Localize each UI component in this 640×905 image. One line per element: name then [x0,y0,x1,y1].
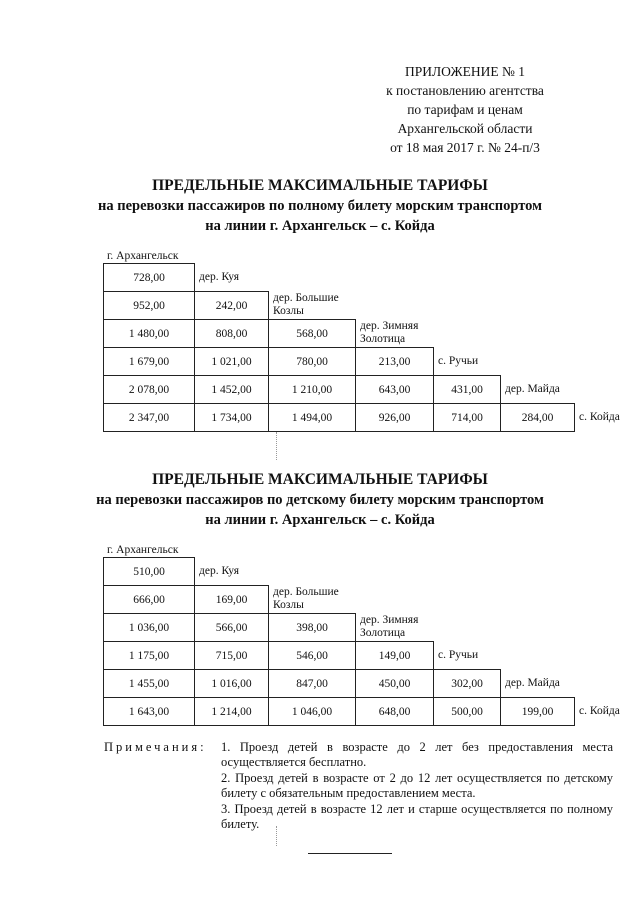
tariff-title-full [0,176,640,236]
fare-cell: 728,00 [103,263,195,292]
fare-cell: 847,00 [268,669,356,698]
fare-cell: 149,00 [355,641,434,670]
fare-cell: 566,00 [194,613,269,642]
appendix-number: ПРИЛОЖЕНИЕ № 1 [404,64,526,79]
stop-label: дер. Майда [505,383,560,395]
stop-label: с. Койда [579,411,620,423]
fare-cell: 169,00 [194,585,269,614]
fare-cell: 568,00 [268,319,356,348]
stop-label: дер. Куя [199,565,240,577]
fare-cell: 284,00 [500,403,575,432]
stop-label: с. Ручьи [438,649,479,661]
fare-cell: 643,00 [355,375,434,404]
fare-cell: 714,00 [433,403,501,432]
stop-label: дер. Зимняя Золотица [360,320,419,345]
fare-cell: 500,00 [433,697,501,726]
fare-cell: 926,00 [355,403,434,432]
fare-cell: 648,00 [355,697,434,726]
appendix-header [350,62,580,157]
appendix-line-2: к постановлению агентства [386,83,544,98]
fare-cell: 666,00 [103,585,195,614]
fare-cell: 213,00 [355,347,434,376]
fare-cell: 808,00 [194,319,269,348]
appendix-date: от 18 мая 2017 г. № 24-п/3 [390,140,540,155]
fare-cell: 1 046,00 [268,697,356,726]
fare-cell: 1 643,00 [103,697,195,726]
fare-cell: 1 016,00 [194,669,269,698]
fare-cell: 1 734,00 [194,403,269,432]
stop-label: дер. Большие Козлы [273,292,339,317]
stop-label: дер. Большие Козлы [273,586,339,611]
fare-cell: 450,00 [355,669,434,698]
stop-label: г. Архангельск [103,250,194,264]
fare-cell: 1 210,00 [268,375,356,404]
fare-cell: 1 175,00 [103,641,195,670]
fare-cell: 1 214,00 [194,697,269,726]
title-route: на линии г. Архангельск – с. Койда [205,218,435,234]
stop-label: г. Архангельск [103,544,194,558]
fare-cell: 2 347,00 [103,403,195,432]
appendix-line-4: Архангельской области [397,121,533,136]
fare-cell: 242,00 [194,291,269,320]
note-item: 3. Проезд детей в возрасте 12 лет и старше осуществляется по полному билету. [221,802,613,831]
fare-cell: 1 036,00 [103,613,195,642]
title-main: ПРЕДЕЛЬНЫЕ МАКСИМАЛЬНЫЕ ТАРИФЫ [152,471,488,488]
fare-cell: 715,00 [194,641,269,670]
note-item: 1. Проезд детей в возрасте до 2 лет без предоставления места осуществляется бесплатно. [221,740,613,769]
fare-cell: 302,00 [433,669,501,698]
tariff-title-child [0,470,640,530]
fare-cell: 2 078,00 [103,375,195,404]
fare-cell: 1 455,00 [103,669,195,698]
fare-cell: 1 494,00 [268,403,356,432]
stop-label: с. Ручьи [438,355,479,367]
title-route: на линии г. Архангельск – с. Койда [205,512,435,528]
title-subtitle: на перевозки пассажиров по детскому билету морским транспортом [96,492,544,508]
fare-cell: 1 452,00 [194,375,269,404]
fare-cell: 431,00 [433,375,501,404]
fare-cell: 1 679,00 [103,347,195,376]
fare-cell: 398,00 [268,613,356,642]
stop-label: дер. Майда [505,677,560,689]
stop-label: дер. Куя [199,271,240,283]
fare-cell: 199,00 [500,697,575,726]
fare-cell: 1 480,00 [103,319,195,348]
end-rule [308,853,392,854]
title-subtitle: на перевозки пассажиров по полному билету морским транспортом [98,198,542,214]
scan-artifact [276,432,279,460]
fare-cell: 546,00 [268,641,356,670]
notes-heading: Примечания: [104,740,207,754]
stop-label: с. Койда [579,705,620,717]
appendix-line-3: по тарифам и ценам [407,102,523,117]
fare-cell: 1 021,00 [194,347,269,376]
title-main: ПРЕДЕЛЬНЫЕ МАКСИМАЛЬНЫЕ ТАРИФЫ [152,177,488,194]
fare-cell: 952,00 [103,291,195,320]
note-item: 2. Проезд детей в возрасте от 2 до 12 лет осуществляется по детскому билету с обязательным предоставлением места. [221,771,613,800]
stop-label: дер. Зимняя Золотица [360,614,419,639]
fare-cell: 510,00 [103,557,195,586]
fare-cell: 780,00 [268,347,356,376]
